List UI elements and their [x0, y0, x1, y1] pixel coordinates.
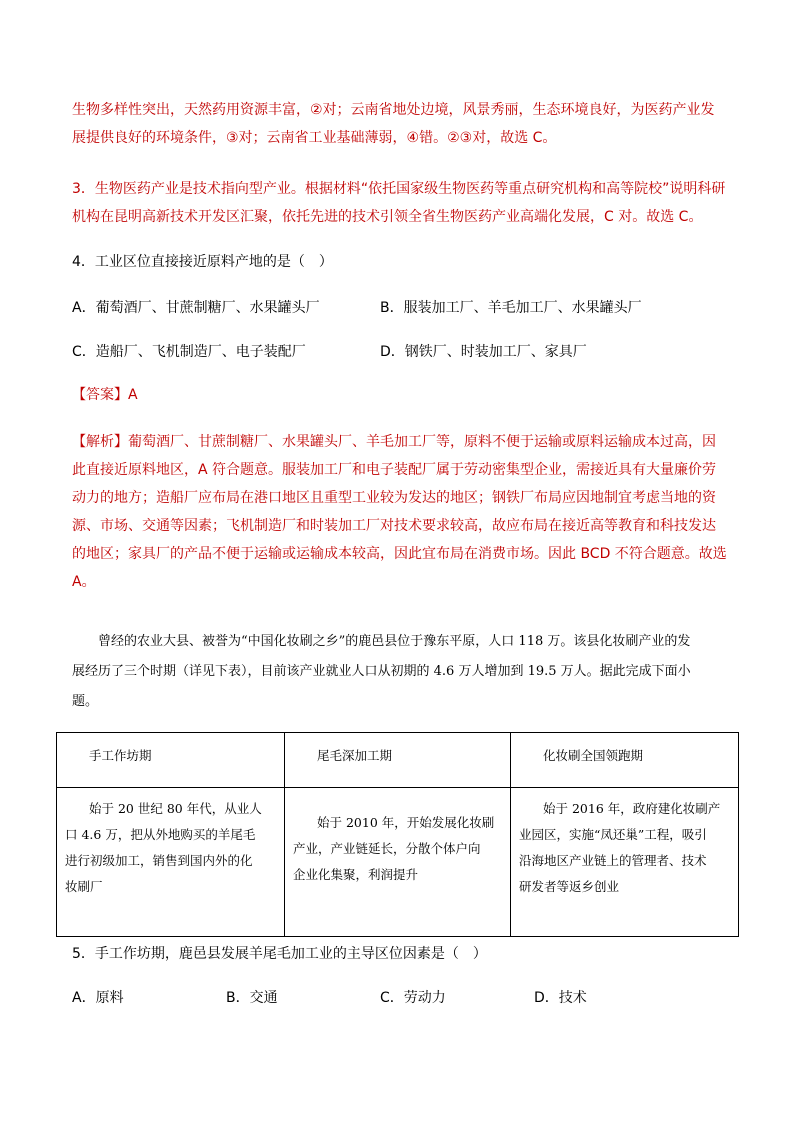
cell-line: 研发者等返乡创业 — [519, 879, 620, 894]
table-header-cell — [57, 733, 285, 788]
q5-stem: 5．手工作坊期，鹿邑县发展羊尾毛加工业的主导区位因素是（ ） — [72, 946, 487, 962]
q4-option-d[interactable]: D．钢铁厂、时装加工厂、家具厂 — [380, 344, 587, 360]
table-cell — [57, 788, 285, 937]
q4-option-b[interactable]: B．服装加工厂、羊毛加工厂、水果罐头厂 — [380, 300, 642, 316]
q4-option-c[interactable]: C．造船厂、飞机制造厂、电子装配厂 — [72, 344, 306, 360]
cell-line: 企业化集聚，利润提升 — [293, 867, 419, 882]
industry-stages-table — [56, 732, 739, 937]
q5-option-a[interactable]: A．原料 — [72, 990, 124, 1006]
table-row — [57, 788, 739, 937]
paragraph-line — [72, 428, 724, 456]
answer-value: A — [128, 387, 138, 403]
paragraph-line: A。 — [72, 574, 96, 590]
cell-line: 业园区，实施“凤还巢”工程，吸引 — [519, 827, 707, 842]
paragraph-line: 动力的地方；造船厂应布局在港口地区且重型工业较为发达的地区；钢铁厂布局应因地制宜考虑当地的资 — [72, 490, 716, 506]
q3-analysis — [72, 175, 724, 231]
paragraph-line: 展经历了三个时期（详见下表），目前该产业就业人口从初期的 4.6 万人增加到 19.5 万人。据此完成下面小 — [72, 664, 691, 679]
passage-intro — [72, 627, 724, 717]
cell-line: 始于 20 世纪 80 年代，从业人 — [89, 801, 262, 816]
cell-line: 产业，产业链延长，分散个体户向 — [293, 841, 481, 856]
paragraph-line: 曾经的农业大县、被誉为“中国化妆刷之乡”的鹿邑县位于豫东平原，人口 118 万。该县化妆刷产业的发 — [98, 634, 691, 649]
table-cell — [285, 788, 511, 937]
cell-line: 沿海地区产业链上的管理者、技术 — [519, 853, 707, 868]
paragraph-line: 3．生物医药产业是技术指向型产业。根据材料“依托国家级生物医药等重点研究机构和高等院校”说明科研 — [72, 181, 726, 197]
paragraph-line: 此直接近原料地区，A 符合题意。服装加工厂和电子装配厂属于劳动密集型企业，需接近具有大量廉价劳 — [72, 462, 717, 478]
q4-analysis — [72, 428, 727, 596]
q4-answer — [72, 385, 138, 405]
header-text: 手工作坊期 — [89, 748, 152, 763]
q5-option-b[interactable]: B．交通 — [226, 990, 278, 1006]
answer-label: 【答案】 — [72, 387, 128, 403]
table-header-row — [57, 733, 739, 788]
table-header-cell — [285, 733, 511, 788]
analysis-text: 葡萄酒厂、甘蔗制糖厂、水果罐头厂、羊毛加工厂等，原料不便于运输或原料运输成本过高，因 — [128, 434, 716, 450]
cell-line: 始于 2010 年，开始发展化妆刷 — [317, 815, 495, 830]
q5-option-d[interactable]: D．技术 — [534, 990, 587, 1006]
cell-line: 口 4.6 万，把从外地购买的羊尾毛 — [65, 827, 256, 842]
cell-line: 进行初级加工，销售到国内外的化 — [65, 853, 253, 868]
paragraph-line: 的地区；家具厂的产品不便于运输或运输成本较高，因此宜布局在消费市场。因此 BCD 不符合题意。故选 — [72, 546, 727, 562]
paragraph-line: 展提供良好的环境条件，③对；云南省工业基础薄弱，④错。②③对，故选 C。 — [72, 130, 557, 146]
table-cell — [511, 788, 739, 937]
prev-analysis-continuation — [72, 96, 724, 152]
analysis-label: 【解析】 — [72, 434, 128, 450]
paragraph-line: 源、市场、交通等因素；飞机制造厂和时装加工厂对技术要求较高，故应布局在接近高等教育和科技发达 — [72, 518, 716, 534]
q4-stem: 4．工业区位直接接近原料产地的是（ ） — [72, 254, 333, 270]
header-text: 尾毛深加工期 — [317, 748, 393, 763]
paragraph-line: 生物多样性突出，天然药用资源丰富，②对；云南省地处边境，风景秀丽，生态环境良好，为医药产业发 — [72, 102, 715, 118]
paragraph-line: 题。 — [72, 694, 99, 709]
q5-option-c[interactable]: C．劳动力 — [380, 990, 446, 1006]
q4-option-a[interactable]: A．葡萄酒厂、甘蔗制糖厂、水果罐头厂 — [72, 300, 320, 316]
table-header-cell — [511, 733, 739, 788]
cell-line: 妆刷厂 — [65, 879, 103, 894]
header-text: 化妆刷全国领跑期 — [543, 748, 644, 763]
cell-line: 始于 2016 年，政府建化妆刷产 — [543, 801, 721, 816]
paragraph-line: 机构在昆明高新技术开发区汇聚，依托先进的技术引领全省生物医药产业高端化发展，C 对。故选 C。 — [72, 209, 703, 225]
